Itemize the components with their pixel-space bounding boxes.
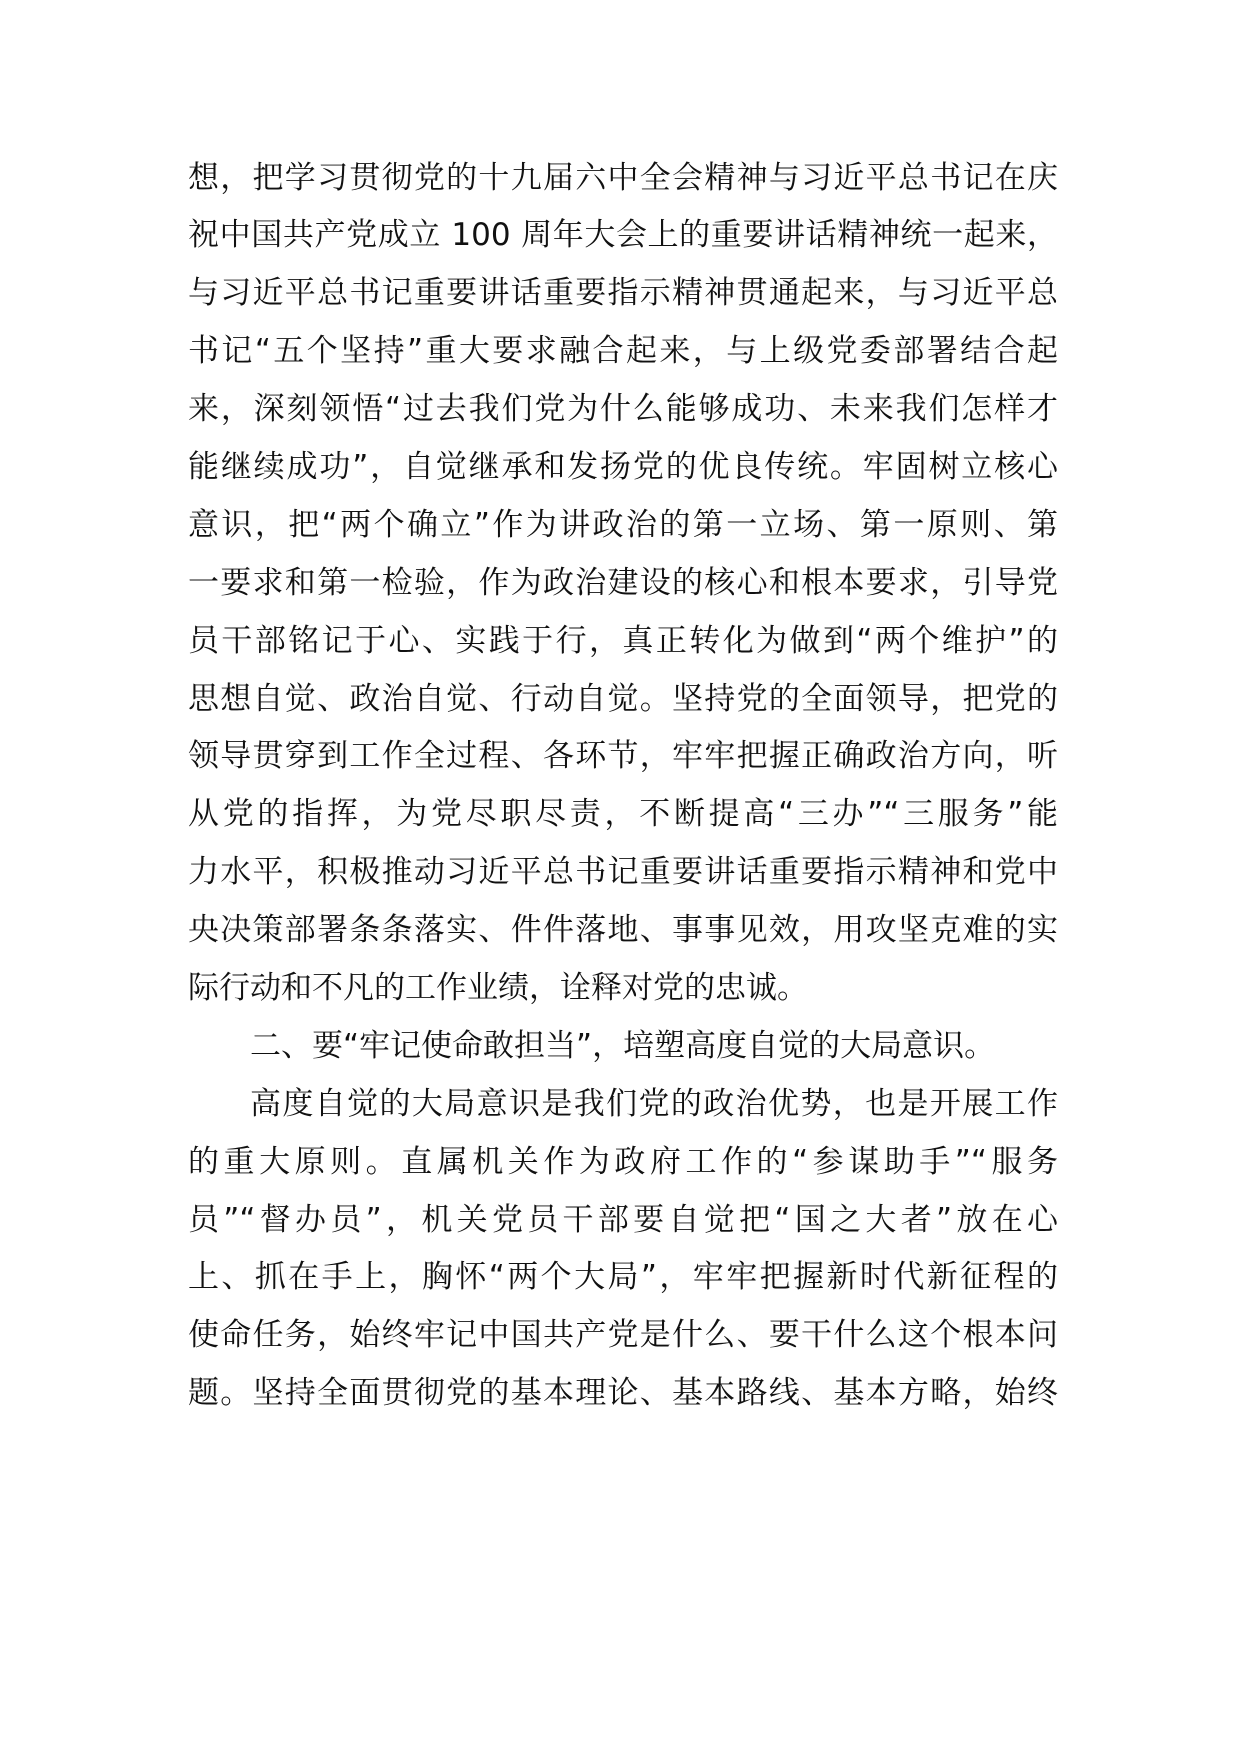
text-line: 上、抓在手上，胸怀“两个大局”，牢牢把握新时代新征程的 xyxy=(188,1259,1058,1295)
section-heading: 二、要“牢记使命敢担当”，培塑高度自觉的大局意识。 xyxy=(250,1028,996,1064)
text-line: 央决策部署条条落实、件件落地、事事见效，用攻坚克难的实 xyxy=(188,912,1058,948)
text-line: 一要求和第一检验，作为政治建设的核心和根本要求，引导党 xyxy=(188,565,1058,601)
text-line: 从党的指挥，为党尽职尽责，不断提高“三办”“三服务”能 xyxy=(188,796,1058,832)
text-line: 题。坚持全面贯彻党的基本理论、基本路线、基本方略，始终 xyxy=(188,1375,1058,1411)
text-line: 的重大原则。直属机关作为政府工作的“参谋助手”“服务 xyxy=(188,1144,1058,1180)
text-line: 书记“五个坚持”重大要求融合起来，与上级党委部署结合起 xyxy=(188,333,1058,369)
text-line: 想，把学习贯彻党的十九届六中全会精神与习近平总书记在庆 xyxy=(188,160,1058,196)
text-line: 能继续成功”，自觉继承和发扬党的优良传统。牢固树立核心 xyxy=(188,449,1058,485)
text-line: 员干部铭记于心、实践于行，真正转化为做到“两个维护”的 xyxy=(188,623,1058,659)
text-line: 际行动和不凡的工作业绩，诠释对党的忠诚。 xyxy=(188,970,808,1006)
text-line: 领导贯穿到工作全过程、各环节，牢牢把握正确政治方向，听 xyxy=(188,738,1058,774)
text-line: 祝中国共产党成立 100 周年大会上的重要讲话精神统一起来， xyxy=(188,217,1058,253)
text-line: 力水平，积极推动习近平总书记重要讲话重要指示精神和党中 xyxy=(188,854,1058,890)
text-line: 员”“督办员”，机关党员干部要自觉把“国之大者”放在心 xyxy=(188,1202,1058,1238)
text-line: 与习近平总书记重要讲话重要指示精神贯通起来，与习近平总 xyxy=(188,275,1058,311)
text-line: 思想自觉、政治自觉、行动自觉。坚持党的全面领导，把党的 xyxy=(188,681,1058,717)
paragraph-first-line: 高度自觉的大局意识是我们党的政治优势，也是开展工作 xyxy=(250,1086,1058,1122)
text-line: 来，深刻领悟“过去我们党为什么能够成功、未来我们怎样才 xyxy=(188,391,1058,427)
text-line: 意识，把“两个确立”作为讲政治的第一立场、第一原则、第 xyxy=(188,507,1058,543)
text-line: 使命任务，始终牢记中国共产党是什么、要干什么这个根本问 xyxy=(188,1317,1058,1353)
